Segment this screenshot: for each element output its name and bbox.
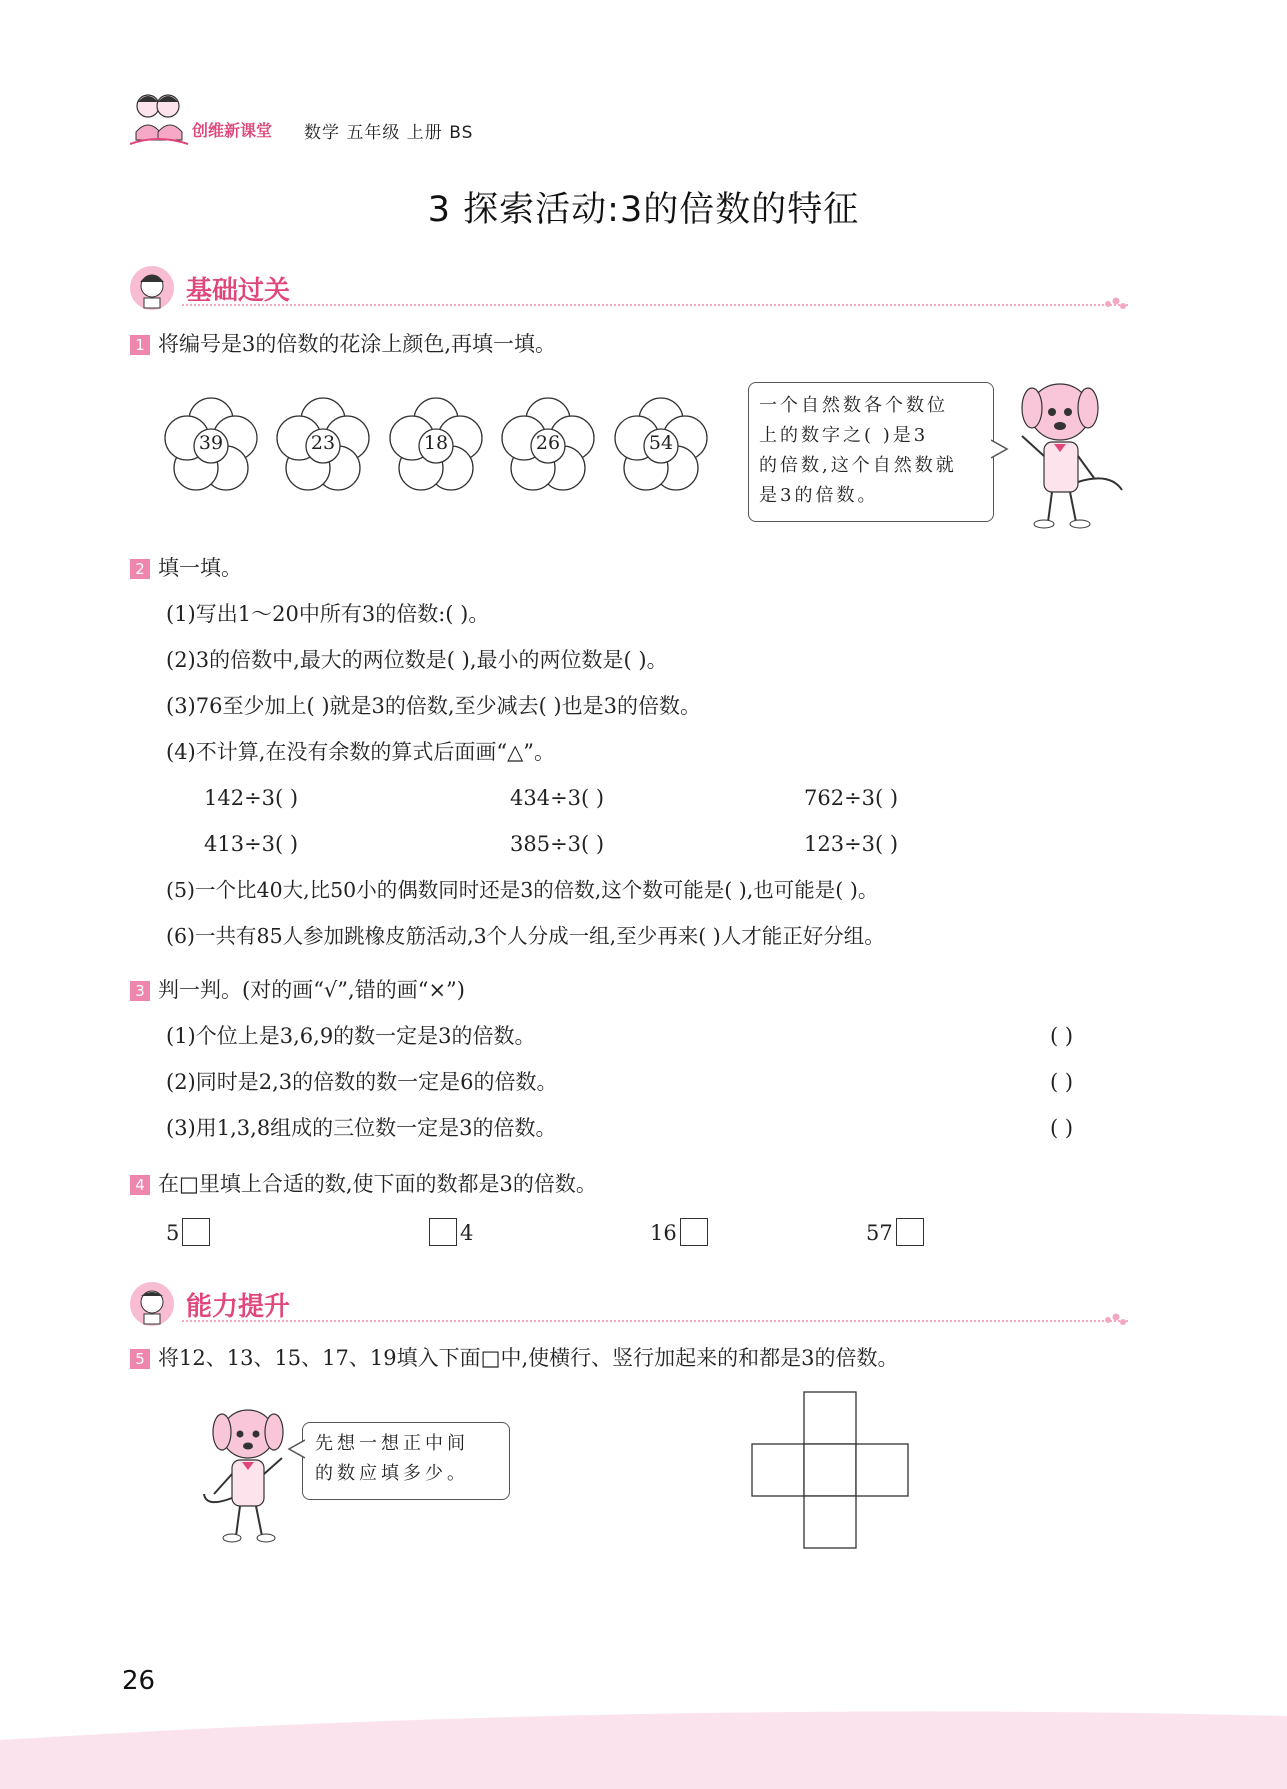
grid-cell-center[interactable] — [804, 1444, 856, 1496]
q4-item — [650, 1218, 711, 1247]
page-header — [128, 88, 1128, 150]
digit: 5 — [166, 1221, 180, 1245]
calc-item[interactable]: 385÷3( ) — [510, 832, 605, 856]
q3-item-1: (1)个位上是3,6,9的数一定是3的倍数。 — [166, 1024, 536, 1048]
boy-badge-icon — [128, 1280, 176, 1328]
answer-box[interactable] — [896, 1218, 924, 1246]
question-text: 将编号是3的倍数的花涂上颜色,再填一填。 — [158, 332, 557, 356]
decor-dots-icon — [1102, 296, 1128, 312]
grid-cell-left[interactable] — [752, 1444, 804, 1496]
bubble-tail-icon — [287, 1438, 305, 1460]
flower-number: 54 — [648, 432, 674, 454]
digit: 16 — [650, 1221, 677, 1245]
q4-item — [166, 1218, 213, 1247]
q3-item-3: (3)用1,3,8组成的三位数一定是3的倍数。 — [166, 1116, 557, 1140]
footer-band — [0, 1710, 1287, 1789]
judge-blank[interactable]: ( ) — [1050, 1070, 1074, 1094]
lesson-title: 3 探索活动:3的倍数的特征 — [427, 190, 860, 230]
hint-bubble-2 — [302, 1422, 510, 1500]
bubble-line: 的数应填多少。 — [315, 1463, 469, 1484]
flower-number: 23 — [310, 432, 336, 454]
section-divider — [182, 1320, 1128, 1322]
calc-item[interactable]: 762÷3( ) — [804, 786, 899, 810]
bubble-tail-icon — [991, 438, 1009, 460]
flower-number: 18 — [423, 432, 449, 454]
question-text: 判一判。(对的画“√”,错的画“×”) — [158, 978, 465, 1002]
question-text: 在□里填上合适的数,使下面的数都是3的倍数。 — [158, 1172, 597, 1196]
grid-cell-top[interactable] — [804, 1392, 856, 1444]
judge-blank[interactable]: ( ) — [1050, 1116, 1074, 1140]
series-title: 创维新课堂 — [192, 121, 273, 140]
section-divider — [182, 304, 1128, 306]
flower[interactable] — [387, 396, 485, 494]
q2-item-2[interactable]: (2)3的倍数中,最大的两位数是( ),最小的两位数是( )。 — [166, 648, 668, 672]
question-text: 填一填。 — [158, 556, 242, 580]
flower-number: 26 — [535, 432, 561, 454]
answer-box[interactable] — [429, 1218, 457, 1246]
question-number: 3 — [130, 981, 150, 1001]
grid-cell-right[interactable] — [856, 1444, 908, 1496]
q2-item-6[interactable]: (6)一共有85人参加跳橡皮筋活动,3个人分成一组,至少再来( )人才能正好分组。 — [166, 924, 885, 948]
calc-item[interactable]: 142÷3( ) — [204, 786, 299, 810]
question-3 — [130, 976, 465, 1004]
flower[interactable] — [499, 396, 597, 494]
flower-row — [162, 396, 722, 502]
flower[interactable] — [274, 396, 372, 494]
section-basic-label: 基础过关 — [186, 276, 291, 306]
girl-badge-icon — [128, 264, 176, 312]
calc-item[interactable]: 413÷3( ) — [204, 832, 299, 856]
section-basic-header — [128, 264, 1128, 314]
book-title: 数学 五年级 上册 BS — [304, 123, 474, 143]
answer-box[interactable] — [182, 1218, 210, 1246]
question-number: 2 — [130, 559, 150, 579]
question-text: 将12、13、15、17、19填入下面□中,使横行、竖行加起来的和都是3的倍数。 — [158, 1346, 899, 1370]
question-2 — [130, 554, 242, 582]
decor-dots-icon — [1102, 1312, 1128, 1328]
question-1 — [130, 330, 556, 358]
q2-item-5[interactable]: (5)一个比40大,比50小的偶数同时还是3的倍数,这个数可能是( ),也可能是( )。 — [166, 878, 879, 902]
q2-item-1[interactable]: (1)写出1～20中所有3的倍数:( )。 — [166, 602, 490, 626]
question-4 — [130, 1170, 597, 1198]
bubble-line: 先想一想正中间 — [315, 1433, 469, 1454]
bubble-line: 上的数字之( )是3 — [759, 425, 929, 446]
bubble-line: 是3的倍数。 — [759, 485, 879, 506]
bubble-line: 一个自然数各个数位 — [759, 395, 948, 416]
answer-box[interactable] — [680, 1218, 708, 1246]
q3-item-2: (2)同时是2,3的倍数的数一定是6的倍数。 — [166, 1070, 558, 1094]
judge-blank[interactable]: ( ) — [1050, 1024, 1074, 1048]
question-number: 1 — [130, 335, 150, 355]
dog-character-icon — [1010, 372, 1130, 532]
q2-item-3[interactable]: (3)76至少加上( )就是3的倍数,至少减去( )也是3的倍数。 — [166, 694, 701, 718]
flower[interactable] — [162, 396, 260, 494]
section-advanced-label: 能力提升 — [186, 1292, 291, 1322]
q4-item — [426, 1218, 473, 1247]
q2-item-4: (4)不计算,在没有余数的算式后面画“△”。 — [166, 740, 556, 764]
q4-item — [866, 1218, 927, 1247]
flower[interactable] — [612, 396, 710, 494]
page-number: 26 — [122, 1666, 156, 1696]
dog-character-icon — [200, 1398, 300, 1548]
calc-item[interactable]: 434÷3( ) — [510, 786, 605, 810]
cross-grid — [750, 1390, 910, 1550]
question-5 — [130, 1344, 898, 1372]
bubble-line: 的倍数,这个自然数就 — [759, 455, 957, 476]
question-number: 4 — [130, 1175, 150, 1195]
grid-cell-bottom[interactable] — [804, 1496, 856, 1548]
flower-number: 39 — [198, 432, 224, 454]
digit: 4 — [460, 1221, 474, 1245]
kids-logo-icon — [128, 88, 190, 148]
question-number: 5 — [130, 1349, 150, 1369]
digit: 57 — [866, 1221, 893, 1245]
section-advanced-header — [128, 1280, 1128, 1330]
calc-item[interactable]: 123÷3( ) — [804, 832, 899, 856]
hint-bubble-1 — [748, 382, 994, 522]
